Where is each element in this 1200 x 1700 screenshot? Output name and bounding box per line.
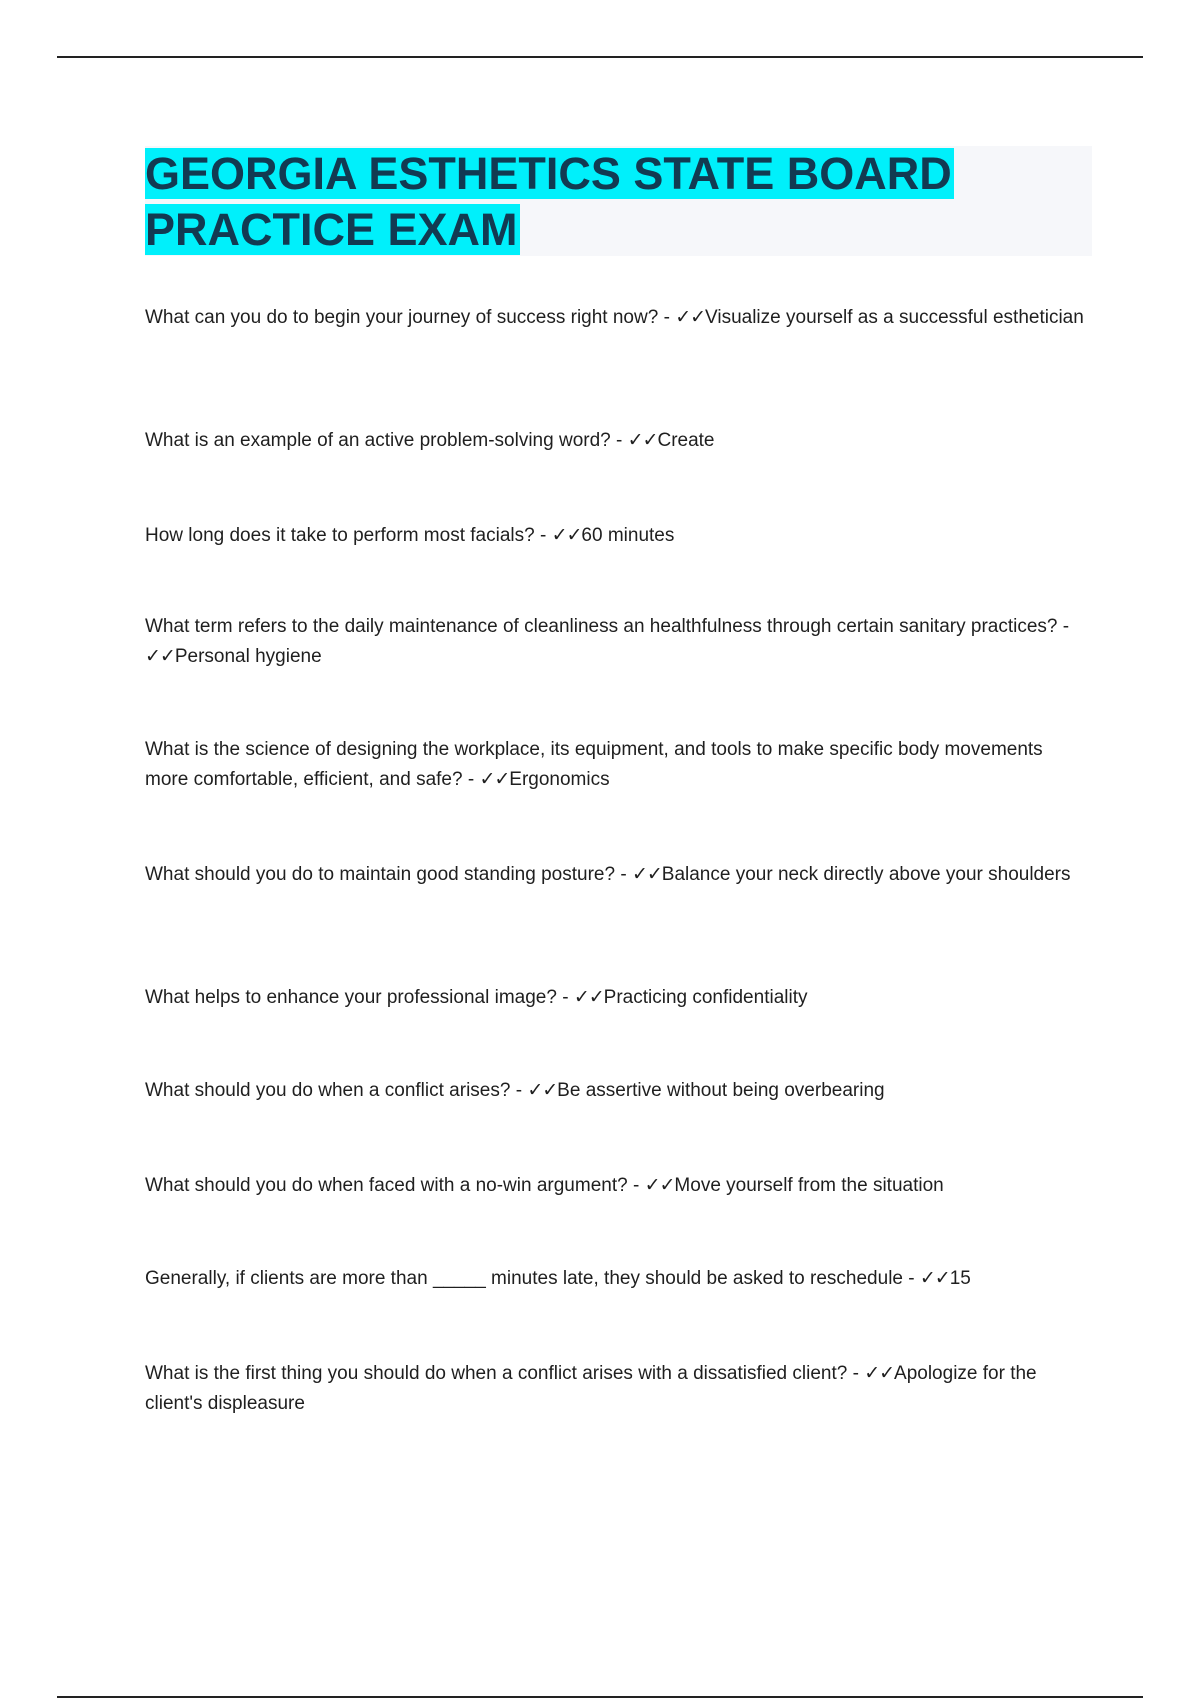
separator: - — [534, 525, 552, 546]
separator: - — [902, 1268, 920, 1289]
double-check-icon: ✓✓ — [631, 864, 662, 885]
answer-text: Visualize yourself as a successful esthetician — [705, 307, 1084, 328]
separator: - — [462, 769, 480, 790]
answer-text: Balance your neck directly above your shoulders — [661, 864, 1071, 885]
double-check-icon: ✓✓ — [864, 1363, 895, 1384]
double-check-icon: ✓✓ — [919, 1268, 950, 1289]
double-check-icon: ✓✓ — [644, 1175, 675, 1196]
answer-text: Move yourself from the situation — [674, 1175, 944, 1196]
double-check-icon: ✓✓ — [573, 987, 604, 1008]
question-text: What should you do when a conflict arises? — [145, 1080, 511, 1101]
answer-text: Practicing confidentiality — [603, 987, 808, 1008]
separator: - — [847, 1363, 865, 1384]
qa-item-11 — [145, 1359, 1085, 1419]
top-rule — [57, 56, 1143, 58]
separator: - — [556, 987, 574, 1008]
answer-text: 15 — [949, 1268, 971, 1289]
question-text: What should you do to maintain good standing posture? — [145, 864, 616, 885]
separator: - — [610, 430, 628, 451]
separator: - — [658, 307, 676, 328]
qa-item-10 — [145, 1264, 1085, 1294]
answer-text: Be assertive without being overbearing — [557, 1080, 885, 1101]
qa-item-5 — [145, 735, 1085, 795]
question-text: What helps to enhance your professional image? — [145, 987, 557, 1008]
qa-item-8 — [145, 1076, 1085, 1106]
separator: - — [1057, 616, 1070, 637]
double-check-icon: ✓✓ — [627, 430, 658, 451]
answer-text: Personal hygiene — [174, 646, 322, 667]
question-text: What should you do when faced with a no-win argument? — [145, 1175, 628, 1196]
bottom-rule — [57, 1696, 1143, 1698]
question-text: Generally, if clients are more than _____ minutes late, they should be asked to reschedule — [145, 1268, 903, 1289]
qa-item-1 — [145, 303, 1085, 333]
double-check-icon: ✓✓ — [145, 646, 175, 667]
double-check-icon: ✓✓ — [479, 769, 510, 790]
qa-item-6 — [145, 860, 1085, 890]
title-line-1: GEORGIA ESTHETICS STATE BOARD — [145, 148, 952, 199]
page-title — [145, 146, 1075, 258]
question-text: What is the science of designing the workplace, its equipment, and tools to make specific body movements more comfortable, efficient, and safe? — [145, 739, 1043, 790]
answer-text: Apologize for the client's displeasure — [145, 1363, 1037, 1414]
question-text: What is an example of an active problem-solving word? — [145, 430, 611, 451]
double-check-icon: ✓✓ — [527, 1080, 558, 1101]
qa-item-7 — [145, 983, 1085, 1013]
double-check-icon: ✓✓ — [551, 525, 582, 546]
separator: - — [510, 1080, 528, 1101]
qa-item-9 — [145, 1171, 1085, 1201]
qa-item-4 — [145, 612, 1085, 672]
question-text: What is the first thing you should do when a conflict arises with a dissatisfied client? — [145, 1363, 848, 1384]
title-line-2: PRACTICE EXAM — [145, 204, 518, 255]
question-text: What term refers to the daily maintenance of cleanliness an healthfulness through certain sanitary practices? — [145, 616, 1058, 637]
qa-item-2 — [145, 426, 1085, 456]
answer-text: Ergonomics — [509, 769, 610, 790]
question-text: How long does it take to perform most facials? — [145, 525, 535, 546]
qa-item-3 — [145, 521, 1085, 551]
question-text: What can you do to begin your journey of success right now? — [145, 307, 659, 328]
separator: - — [627, 1175, 645, 1196]
separator: - — [615, 864, 632, 885]
answer-text: Create — [657, 430, 715, 451]
answer-text: 60 minutes — [581, 525, 675, 546]
double-check-icon: ✓✓ — [675, 307, 706, 328]
